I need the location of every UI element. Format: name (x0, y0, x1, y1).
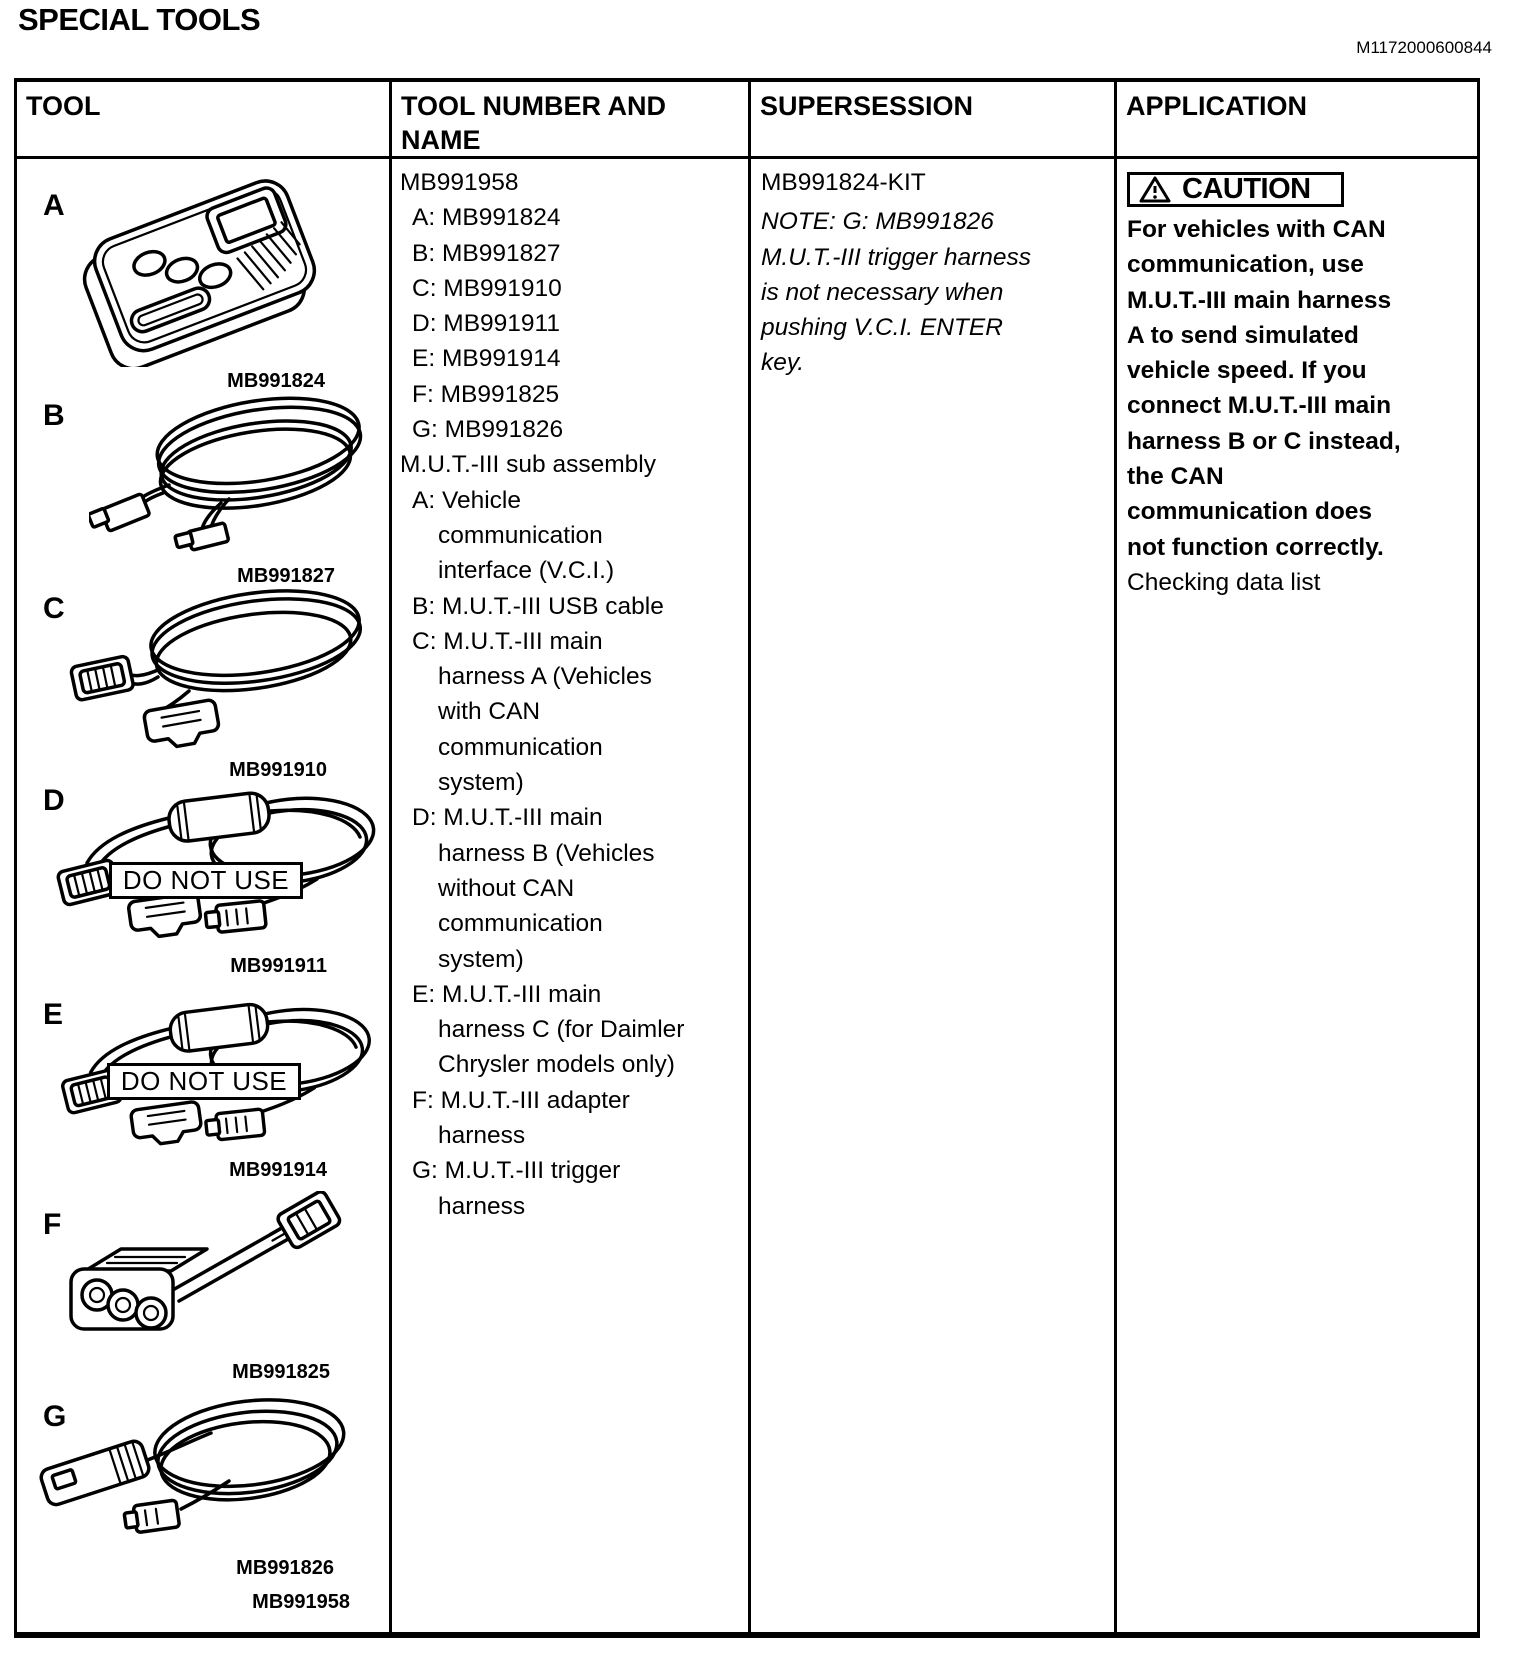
tool-f-part-label: MB991825 (232, 1361, 330, 1383)
main-harness-b-illustration (55, 769, 380, 949)
application-cell (1117, 159, 1477, 1632)
application-footer: Checking data list (1127, 568, 1321, 596)
caution-text (1127, 212, 1469, 565)
vci-device-illustration (72, 165, 337, 367)
page-title: SPECIAL TOOLS (18, 2, 261, 37)
text-line: D: MB991911 (412, 310, 560, 338)
text-line: F: MB991825 (412, 380, 560, 408)
tool-a-part-label: MB991824 (227, 370, 325, 392)
main-harness-a-illustration (65, 577, 370, 757)
do-not-use-label-e: DO NOT USE (107, 1063, 301, 1100)
text-line: key. (761, 349, 805, 377)
text-line: harness (438, 1192, 526, 1220)
text-line: G: M.U.T.-III trigger (412, 1157, 621, 1185)
tool-g-part-label: MB991826 (236, 1557, 334, 1579)
tool-e-letter: E (43, 998, 64, 1031)
text-line: For vehicles with CAN (1127, 216, 1386, 243)
tool-number-name-cell (392, 159, 751, 1632)
tool-d-part-label: MB991911 (230, 955, 327, 977)
doc-number: M1172000600844 (1356, 38, 1492, 57)
text-line: M.U.T.-III main harness (1127, 286, 1392, 314)
tool-g-letter: G (43, 1400, 67, 1433)
tool-d-letter: D (43, 784, 65, 817)
text-line: pushing V.C.I. ENTER (761, 314, 1003, 342)
caution-title: CAUTION (1182, 172, 1311, 205)
text-line: harness (438, 1122, 526, 1150)
text-line: harness B (Vehicles (438, 839, 655, 867)
text-line: B: MB991827 (412, 239, 561, 267)
text-line: harness B or C instead, (1127, 427, 1401, 455)
text-line: system) (438, 769, 524, 797)
header-tool-number-text: TOOL NUMBER AND NAME (401, 91, 667, 155)
text-line: M.U.T.-III trigger harness (761, 243, 1032, 271)
text-line: communication (438, 733, 603, 761)
tool-e-part-label: MB991914 (229, 1159, 327, 1181)
text-line: C: M.U.T.-III main (412, 627, 603, 655)
tool-illustrations-cell (17, 159, 392, 1632)
text-line: E: M.U.T.-III main (412, 980, 602, 1008)
text-line: F: M.U.T.-III adapter (412, 1086, 630, 1114)
header-tool: TOOL (17, 82, 392, 159)
text-line: is not necessary when (761, 278, 1004, 306)
warning-triangle-icon (1138, 175, 1172, 204)
adapter-harness-illustration (55, 1191, 355, 1351)
text-line: harness A (Vehicles (438, 663, 652, 691)
kit-part-label: MB991958 (252, 1591, 350, 1613)
text-line: communication (438, 521, 603, 549)
tool-a-letter: A (43, 189, 65, 222)
text-line: interface (V.C.I.) (438, 557, 615, 585)
text-line: not function correctly. (1127, 533, 1384, 561)
text-line: D: M.U.T.-III main (412, 804, 603, 832)
text-line: A to send simulated (1127, 321, 1359, 349)
supersession-note (761, 204, 1108, 380)
supersession-cell (751, 159, 1117, 1632)
supersession-part: MB991824-KIT (761, 169, 926, 196)
tool-b-letter: B (43, 399, 65, 432)
header-application: APPLICATION (1117, 82, 1477, 159)
header-supersession: SUPERSESSION (751, 82, 1117, 159)
text-line: connect M.U.T.-III main (1127, 392, 1392, 420)
trigger-harness-illustration (39, 1381, 374, 1549)
text-line: A: Vehicle (412, 486, 521, 514)
text-line: the CAN (1127, 463, 1224, 491)
text-line: with CAN (438, 698, 541, 726)
text-line: communication does (1127, 498, 1373, 526)
text-line: M.U.T.-III sub assembly (400, 451, 656, 479)
text-line: A: MB991824 (412, 204, 561, 232)
do-not-use-label-d: DO NOT USE (109, 862, 303, 899)
text-line: G: MB991826 (412, 416, 564, 444)
tool-f-letter: F (43, 1208, 62, 1241)
text-line: NOTE: G: MB991826 (761, 208, 994, 236)
text-line: harness C (for Daimler (438, 1016, 685, 1044)
usb-cable-illustration (89, 381, 374, 561)
text-line: communication (438, 910, 603, 938)
tool-c-part-label: MB991910 (229, 759, 327, 781)
text-line: C: MB991910 (412, 274, 562, 302)
text-line: MB991958 (400, 169, 519, 196)
text-line: vehicle speed. If you (1127, 357, 1367, 385)
text-line: system) (438, 945, 524, 973)
text-line: Chrysler models only) (438, 1051, 675, 1079)
tool-c-letter: C (43, 592, 65, 625)
caution-box (1127, 172, 1344, 207)
tool-b-part-label: MB991827 (237, 565, 335, 587)
text-line: communication, use (1127, 251, 1364, 279)
text-line: E: MB991914 (412, 345, 561, 373)
text-line: B: M.U.T.-III USB cable (412, 592, 664, 620)
special-tools-table (14, 78, 1480, 1638)
text-line: without CAN (438, 874, 575, 902)
header-tool-number-and-name (392, 82, 751, 159)
